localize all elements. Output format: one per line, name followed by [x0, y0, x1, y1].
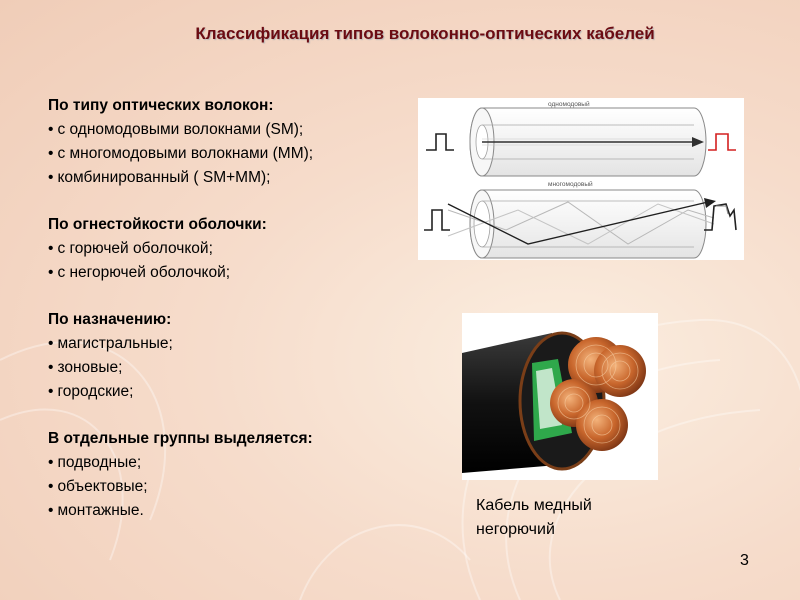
input-pulse-icon [424, 210, 450, 230]
input-pulse-icon [426, 134, 454, 150]
list-item: • городские; [48, 380, 418, 404]
section-heading: По назначению: [48, 311, 172, 328]
photo-caption [476, 494, 676, 542]
list-item: • с горючей оболочкой; [48, 237, 418, 261]
section-fire-resistance [48, 213, 418, 285]
output-pulse-icon [708, 134, 736, 150]
list-item: • подводные; [48, 451, 418, 475]
caption-line: Кабель медный [476, 497, 592, 514]
multi-mode-fiber [448, 190, 716, 258]
caption-line: негорючий [476, 521, 555, 538]
section-heading: По огнестойкости оболочки: [48, 216, 267, 233]
output-pulse-icon [704, 204, 736, 230]
page-number: 3 [740, 552, 749, 569]
single-mode-label: одномодовый [548, 101, 590, 108]
copper-cable-photo [462, 313, 658, 480]
list-item: • зоновые; [48, 356, 418, 380]
list-item: • монтажные. [48, 499, 418, 523]
section-purpose [48, 308, 418, 404]
multi-mode-label: многомодовый [548, 181, 593, 188]
slide-title: Классификация типов волоконно-оптических кабелей [195, 24, 655, 43]
list-item: • комбинированный ( SM+MM); [48, 166, 418, 190]
section-heading: По типу оптических волокон: [48, 97, 274, 114]
list-item: • с одномодовыми волокнами (SM); [48, 118, 418, 142]
classification-list [48, 94, 418, 546]
section-fiber-type [48, 94, 418, 190]
list-item: • с многомодовыми волокнами (ММ); [48, 142, 418, 166]
section-heading: В отдельные группы выделяется: [48, 430, 313, 447]
list-item: • объектовые; [48, 475, 418, 499]
single-mode-fiber [470, 108, 706, 176]
section-special-groups [48, 427, 418, 523]
list-item: • с негорючей оболочкой; [48, 261, 418, 285]
fiber-mode-diagram [418, 98, 744, 260]
list-item: • магистральные; [48, 332, 418, 356]
